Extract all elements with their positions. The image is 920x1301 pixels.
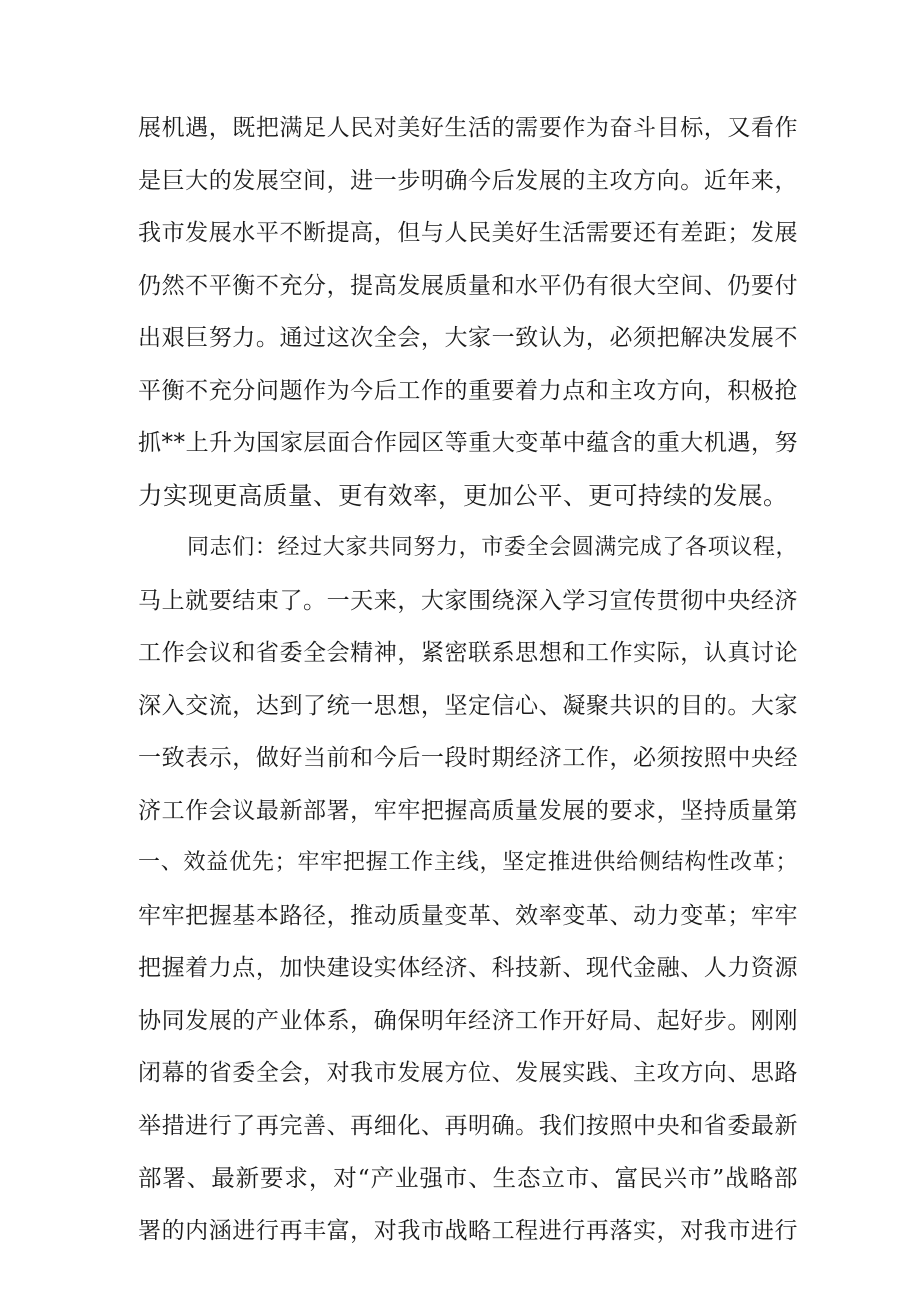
text-line: 仍然不平衡不充分，提高发展质量和水平仍有很大空间、仍要付	[138, 272, 798, 299]
text-line: 署的内涵进行再丰富，对我市战略工程进行再落实，对我市进行	[138, 1217, 798, 1244]
body-text	[138, 102, 798, 1257]
paragraph-end-line: 力实现更高质量、更有效率，更加公平、更可持续的发展。	[138, 480, 788, 510]
text-line: 一、效益优先；牢牢把握工作主线，坚定推进供给侧结构性改革；	[138, 850, 798, 875]
text-line: 出艰巨努力。通过这次全会，大家一致认为，必须把解决发展不	[138, 325, 798, 351]
text-line: 牢牢把握基本路径，推动质量变革、效率变革、动力变革；牢牢	[138, 902, 798, 929]
text-line: 一致表示，做好当前和今后一段时期经济工作，必须按照中央经	[138, 745, 798, 771]
text-line: 深入交流，达到了统一思想，坚定信心、凝聚共识的目的。大家	[138, 692, 798, 719]
text-line: 把握着力点，加快建设实体经济、科技新、现代金融、人力资源	[138, 955, 798, 981]
text-line: 展机遇，既把满足人民对美好生活的需要作为奋斗目标，又看作	[138, 115, 798, 141]
text-line: 马上就要结束了。一天来，大家围绕深入学习宣传贯彻中央经济	[138, 587, 798, 614]
text-line: 抓**上升为国家层面合作园区等重大变革中蕴含的重大机遇，努	[138, 430, 798, 456]
text-line: 工作会议和省委全会精神，紧密联系思想和工作实际，认真讨论	[138, 640, 798, 666]
text-line: 我市发展水平不断提高，但与人民美好生活需要还有差距；发展	[138, 220, 798, 246]
text-line: 部署、最新要求，对“产业强市、生态立市、富民兴市”战略部	[138, 1164, 798, 1192]
text-line: 是巨大的发展空间，进一步明确今后发展的主攻方向。近年来，	[138, 167, 798, 194]
text-line: 举措进行了再完善、再细化、再明确。我们按照中央和省委最新	[138, 1112, 798, 1139]
paragraph-start-line: 同志们：经过大家共同努力，市委全会圆满完成了各项议程，	[187, 535, 798, 560]
text-line: 闭幕的省委全会，对我市发展方位、发展实践、主攻方向、思路	[138, 1060, 798, 1086]
text-line: 平衡不充分问题作为今后工作的重要着力点和主攻方向，积极抢	[138, 377, 798, 404]
text-line: 协同发展的产业体系，确保明年经济工作开好局、起好步。刚刚	[138, 1007, 798, 1034]
text-line: 济工作会议最新部署，牢牢把握高质量发展的要求，坚持质量第	[138, 797, 798, 824]
